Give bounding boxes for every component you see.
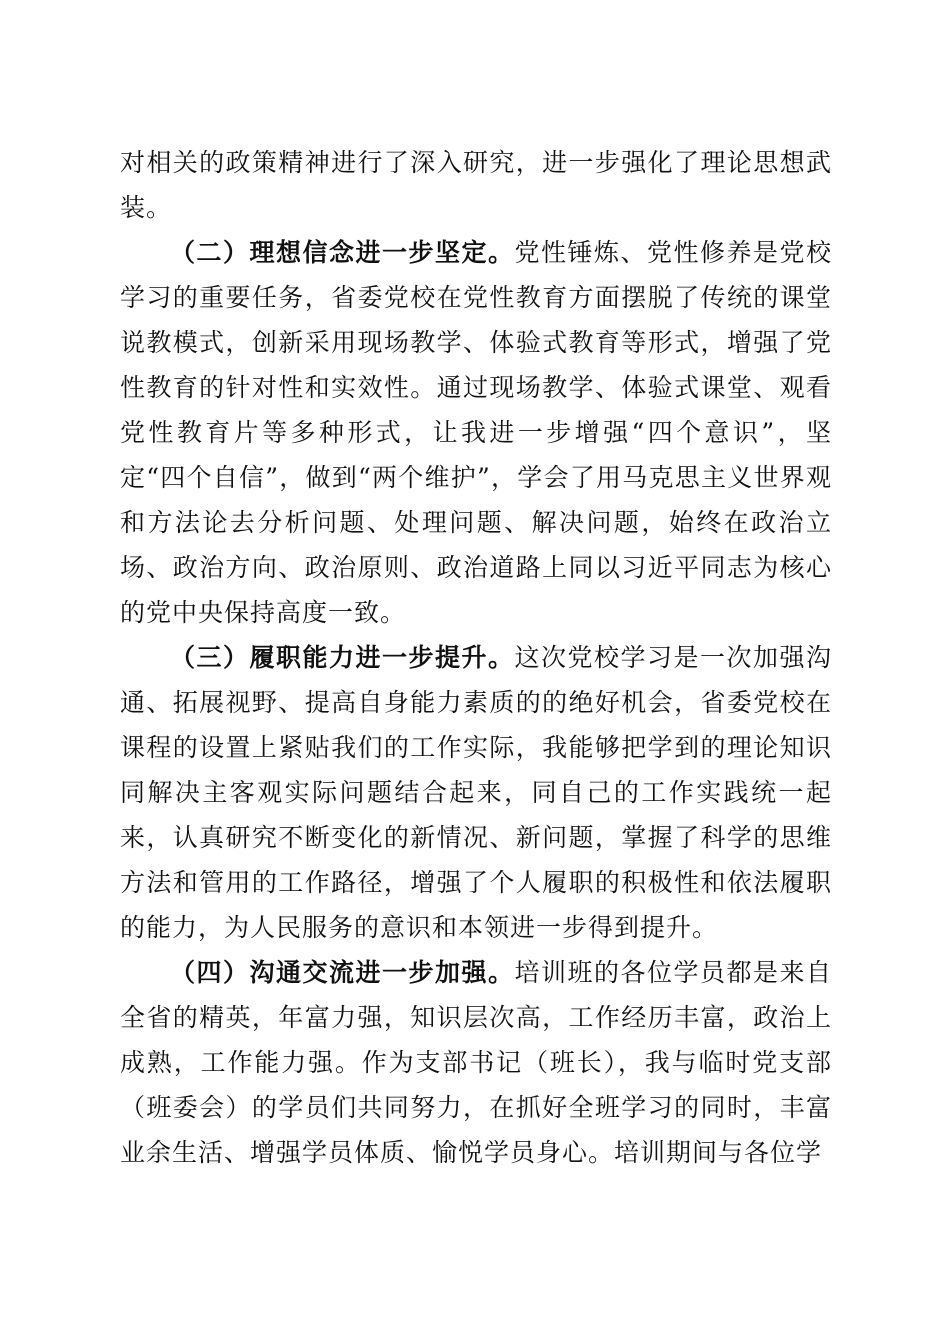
paragraph-text: 这次党校学习是一次加强沟通、拓展视野、提高自身能力素质的的绝好机会，省委党校在课程的设置上紧贴我们的工作实际，我能够把学到的理论知识同解决主客观实际问题结合起来，同自己的工作实践统一起来，认真研究不断变化的新情况、新问题，掌握了科学的思维方法和管用的工作路径，增强了个人履职的积极性和依法履职的能力，为人民服务的意识和本领进一步得到提升。: [120, 643, 832, 942]
section-heading: （二）理想信念进一步坚定。: [170, 238, 515, 267]
paragraph-ideals-beliefs: [120, 230, 832, 635]
section-heading: （三）履职能力进一步提升。: [170, 643, 515, 672]
paragraph-continuation: [120, 140, 832, 230]
paragraph-text: 培训班的各位学员都是来自全省的精英，年富力强，知识层次高，工作经历丰富，政治上成熟，工作能力强。作为支部书记（班长），我与临时党支部（班委会）的学员们共同努力，在抓好全班学习的同时，丰富业余生活、增强学员体质、愉悦学员身心。培训期间与各位学: [120, 958, 832, 1167]
paragraph-text: 对相关的政策精神进行了深入研究，进一步强化了理论思想武装。: [120, 148, 832, 222]
paragraph-duty-ability: [120, 635, 832, 950]
paragraph-communication: [120, 950, 832, 1175]
paragraph-text: 党性锤炼、党性修养是党校学习的重要任务，省委党校在党性教育方面摆脱了传统的课堂说教模式，创新采用现场教学、体验式教育等形式，增强了党性教育的针对性和实效性。通过现场教学、体验式课堂、观看党性教育片等多种形式，让我进一步增强“四个意识”，坚定“四个自信”，做到“两个维护”，学会了用马克思主义世界观和方法论去分析问题、处理问题、解决问题，始终在政治立场、政治方向、政治原则、政治道路上同以习近平同志为核心的党中央保持高度一致。: [120, 238, 832, 627]
document-body: [120, 140, 832, 1175]
section-heading: （四）沟通交流进一步加强。: [170, 958, 515, 987]
